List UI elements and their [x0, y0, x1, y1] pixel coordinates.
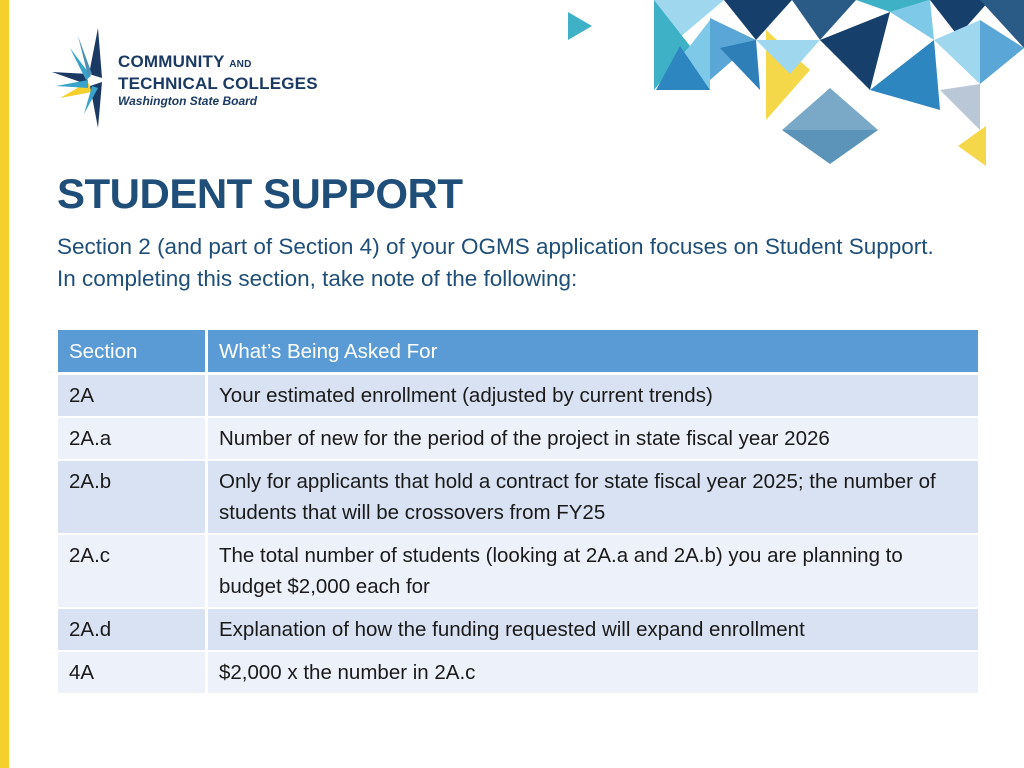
description-cell: Your estimated enrollment (adjusted by current trends): [208, 375, 978, 418]
page-title: STUDENT SUPPORT: [57, 170, 463, 217]
left-accent-bar: [0, 0, 9, 768]
table-row: [58, 535, 978, 609]
table-row: [58, 461, 978, 535]
description-cell: $2,000 x the number in 2A.c: [208, 652, 978, 695]
table-row: [58, 375, 978, 418]
star-burst-logo-icon: [48, 28, 110, 128]
description-cell: Number of new for the period of the project in state fiscal year 2026: [208, 418, 978, 461]
logo: [48, 28, 348, 128]
decorative-triangles: [560, 0, 1024, 170]
table-row: [58, 418, 978, 461]
section-cell: 2A: [58, 375, 208, 418]
description-cell: The total number of students (looking at 2A.a and 2A.b) you are planning to budget $2,000 each for: [208, 535, 978, 609]
logo-line3: Washington State Board: [118, 94, 258, 108]
description-cell: Explanation of how the funding requested will expand enrollment: [208, 609, 978, 652]
section-cell: 2A.c: [58, 535, 208, 609]
section-cell: 2A.a: [58, 418, 208, 461]
description-cell: Only for applicants that hold a contract for state fiscal year 2025; the number of students that will be crossovers from FY25: [208, 461, 978, 535]
logo-and: AND: [229, 59, 252, 70]
column-header-section: Section: [58, 330, 208, 375]
logo-line2: TECHNICAL COLLEGES: [118, 74, 318, 93]
logo-line1: COMMUNITY: [118, 52, 225, 71]
table-header-row: [58, 330, 978, 375]
section-cell: 2A.d: [58, 609, 208, 652]
table-row: [58, 609, 978, 652]
section-cell: 2A.b: [58, 461, 208, 535]
logo-text: [118, 52, 318, 109]
table-row: [58, 652, 978, 695]
column-header-description: What’s Being Asked For: [208, 330, 978, 375]
section-cell: 4A: [58, 652, 208, 695]
page-subtitle: Section 2 (and part of Section 4) of your OGMS application focuses on Student Support. In completing this section, take note of the following:: [57, 234, 934, 291]
sections-table: [58, 330, 978, 695]
